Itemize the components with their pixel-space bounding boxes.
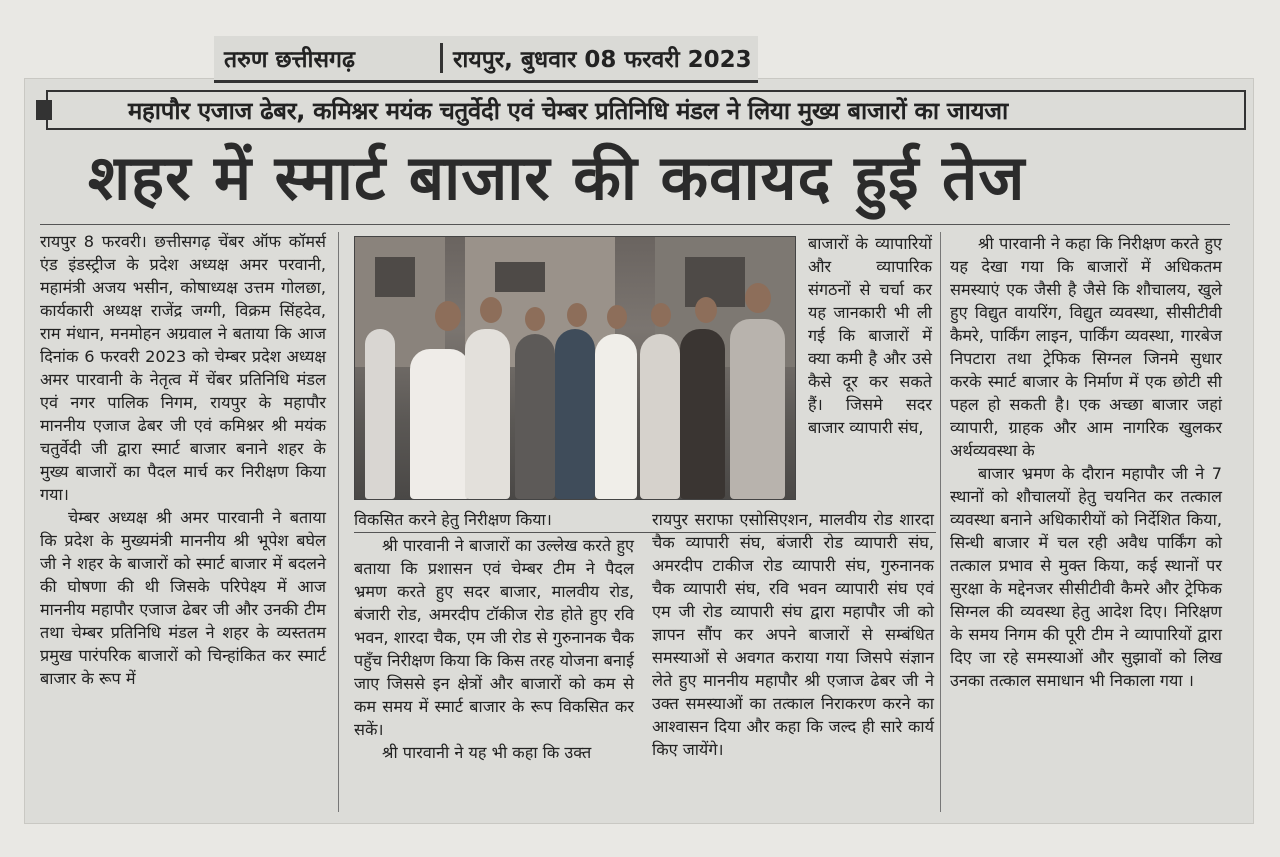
column-divider (338, 232, 339, 812)
column-3-bottom: रायपुर सराफा एसोसिएशन, मालवीय रोड शारदा चैक व्यापारी संघ, बंजारी रोड व्यापारी संघ, अमरदीप टाकीज रोड व्यापारी संघ, गुरुनानक चैक व्यापारी संघ, रवि भवन व्यापारी संघ एवं एम जी रोड व्यापारी संघ द्वारा महापौर जी को ज्ञापन सौंप कर अपने बाजारों से सम्बंधित समस्याओं से अवगत कराया गया जिसपे संज्ञान लेते हुए माननीय महापौर श्री एजाज ढेबर जी ने उक्त समस्याओं का तत्काल निराकरण करने का आश्वासन दिया और कहा कि जल्द ही सारे कार्य किए जायेंगे। (652, 510, 934, 759)
col2-para-1: श्री पारवानी ने बाजारों का उल्लेख करते हुए बताया कि प्रशासन एवं चेम्बर टीम ने पैदल भ्रमण करते हुए सदर बाजार, मालवीय रोड, बंजारी रोड, अमरदीप टॉकीज रोड होते हुए रवि भवन, शारदा चैक, एम जी रोड से गुरुनानक चैक पहुँच निरीक्षण किया कि किस तरह योजना बनाई जाए जिससे इन क्षेत्रों और बाजारों को कम से कम समय में स्मार्ट बाजार के रूप विकसित कर सकें। (354, 536, 634, 739)
news-photo (354, 236, 796, 500)
col4-para-2: बाजार भ्रमण के दौरान महापौर जी ने 7 स्थानों को शौचालयों हेतु चयनित कर तत्काल व्यवस्था बनाने अधिकारीयों को निर्देशित किया, सिन्धी बाजार में चल रही अवैध पार्किंग को तत्काल प्रभाव से मुक्त किया, कई स्थानों पर सुरक्षा के मद्देनजर सीसीटीवी कैमरे और ट्रेफिक सिग्नल की व्यवस्था हेतु आदेश दिए। निरिक्षण के समय निगम की पूरी टीम ने व्यापारियों द्वारा दिए जा रहे समस्याओं और सुझावों को लिख उनका तत्काल समाधान भी निकाला गया । (950, 464, 1222, 690)
masthead-divider (440, 43, 443, 73)
kicker-box (46, 90, 1246, 130)
headline: शहर में स्मार्ट बाजार की कवायद हुई तेज (88, 141, 1026, 214)
date-line: रायपुर, बुधवार 08 फरवरी 2023 (453, 47, 752, 73)
bullet-icon (36, 100, 52, 120)
col2-para-2: श्री पारवानी ने यह भी कहा कि उक्त (382, 743, 592, 762)
column-divider (940, 232, 941, 812)
col1-para-1: रायपुर 8 फरवरी। छत्तीसगढ़ चेंबर ऑफ कॉमर्स एंड इंडस्ट्रीज के प्रदेश अध्यक्ष अमर परवानी, महामंत्री अजय भसीन, कोषाध्यक्ष उत्तम गोलछा, कार्यकारी अध्यक्ष राजेंद्र जग्गी, विक्रम सिंहदेव, राम मंधान, मनमोहन अग्रवाल ने बताया कि आज दिनांक 6 फरवरी 2023 को चेम्बर प्रदेश अध्यक्ष अमर पारवानी के नेतृत्व में चेंबर प्रतिनिधि मंडल एवं नगर पालिक निगम, रायपुर के महापौर माननीय एजाज ढेबर जी एवं कमिश्नर श्री मयंक चतुर्वेदी जी द्वारा स्मार्ट बाजार बनाने शहर के मुख्य बाजारों का पैदल मार्च कर निरीक्षण किया गया। (40, 232, 326, 504)
headline-rule (40, 224, 1230, 225)
column-4 (950, 232, 1222, 802)
col4-para-1: श्री पारवानी ने कहा कि निरीक्षण करते हुए यह देखा गया कि बाजारों में अधिकतम समस्याएं एक जैसी है जैसे कि शौचालय, खुले हुए विद्युत वायरिंग, विद्युत व्यवस्था, सीसीटीवी कैमरे, पार्किंग लाइन, पार्किंग व्यवस्था, गारबेज निपटारा तथा ट्रेफिक सिग्नल जिनमे सुधार करके स्मार्ट बाजार के निर्माण में एक छोटी सी पहल हो सकती है। एक अच्छा बाजार जहां व्यापारी, ग्राहक और आम नागरिक खुलकर अर्थव्यवस्था के (950, 234, 1222, 460)
masthead (214, 36, 758, 83)
paper-name: तरुण छत्तीसगढ़ (224, 47, 355, 73)
kicker-text: महापौर एजाज ढेबर, कमिश्नर मयंक चतुर्वेदी एवं चेम्बर प्रतिनिधि मंडल ने लिया मुख्य बाजारों का जायजा (128, 96, 1008, 125)
column-1 (40, 230, 326, 810)
column-3-top: बाजारों के व्यापारियों और व्यापारिक संगठनों से चर्चा कर यह जानकारी भी ली गई कि बाजारों में क्या कमी है और उसे कैसे दूर कर सकते हैं। जिसमे सदर बाजार व्यापारी संघ, (808, 234, 932, 437)
photo-caption: विकसित करने हेतु निरीक्षण किया। (354, 510, 552, 529)
column-2 (354, 534, 634, 814)
col1-para-2: चेम्बर अध्यक्ष श्री अमर पारवानी ने बताया कि प्रदेश के मुख्यमंत्री माननीय श्री भूपेश बघेल जी ने शहर के बाजारों को स्मार्ट बाजार में बदलने की घोषणा की थी जिसके परिपेक्ष्य में आज माननीय महापौर एजाज ढेबर जी और उनकी टीम तथा चेम्बर प्रतिनिधि मंडल ने शहर के व्यस्ततम प्रमुख पारंपरिक बाजारों को चिन्हांकित कर स्मार्ट बाजार के रूप में (40, 508, 326, 688)
